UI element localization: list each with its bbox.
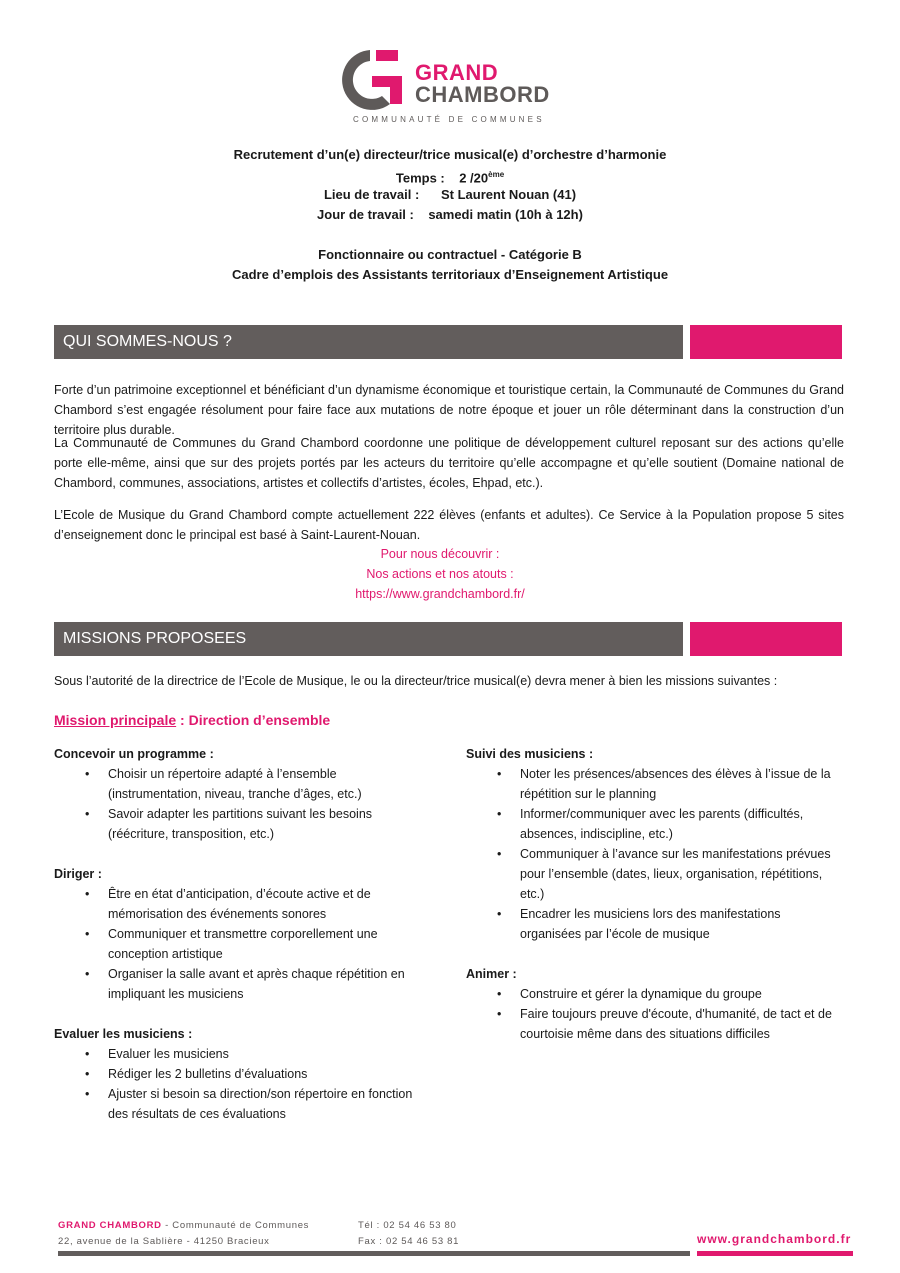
- temps-value: 2 /20: [459, 170, 489, 186]
- footer-bar: [58, 1251, 690, 1256]
- group-list: [54, 764, 424, 844]
- footer-website-link[interactable]: www.grandchambord.fr: [697, 1232, 852, 1246]
- list-item: • Informer/communiquer avec les parents (difficultés, absences, indiscipline, etc.): [466, 804, 836, 844]
- job-title: Recrutement d’un(e) directeur/trice musical(e) d’orchestre d’harmonie: [233, 147, 667, 162]
- list-item: • Ajuster si besoin sa direction/son répertoire en fonction des résultats de ces évaluations: [54, 1084, 424, 1124]
- lieu-row: [0, 185, 900, 205]
- footer-bar-accent: [697, 1251, 853, 1256]
- group-heading: Evaluer les musiciens :: [54, 1027, 193, 1041]
- footer-brand-line: [58, 1218, 309, 1234]
- section-qui-sommes-nous: QUI SOMMES-NOUS ?: [54, 325, 683, 359]
- list-item: • Savoir adapter les partitions suivant les besoins (réécriture, transposition, etc.): [54, 804, 424, 844]
- list-item: • Rédiger les 2 bulletins d’évaluations: [54, 1064, 424, 1084]
- section-missions: MISSIONS PROPOSEES: [54, 622, 683, 656]
- footer-contact: [358, 1218, 459, 1250]
- lieu-value: St Laurent Nouan (41): [440, 187, 577, 202]
- website-link[interactable]: https://www.grandchambord.fr/: [355, 587, 525, 601]
- paragraph-politique: La Communauté de Communes du Grand Chambord coordonne une politique de développement culturel reposant sur des actions qu’elle porte elle-même, ainsi que sur des projets portés par les acteurs du territoire qu’elle accompagne et qu’elle soutient (Domaine national de Chambord, communes, associations, artistes et collectifs d’artistes, écoles, Ehpad, etc.).: [54, 436, 844, 490]
- logo: [330, 42, 560, 128]
- footer-tel: Tél : 02 54 46 53 80: [358, 1220, 457, 1231]
- paragraph-intro: Forte d’un patrimoine exceptionnel et bénéficiant d’un dynamisme économique et touristique certain, la Communauté de Communes du Grand Chambord s’est engagée résolument pour faire face aux mutations de notre époque et jouer un rôle déterminant dans la construction d’un territoire plus durable.: [54, 383, 844, 437]
- mission-principale-title: [54, 712, 330, 728]
- group-list: [466, 984, 836, 1044]
- lieu-label: Lieu de travail :: [323, 187, 420, 202]
- list-item: • Noter les présences/absences des élèves à l’issue de la répétition sur le planning: [466, 764, 836, 804]
- section-accent-bar: [690, 325, 842, 359]
- logo-g-icon: [332, 44, 412, 116]
- footer-brand: GRAND CHAMBORD: [58, 1220, 162, 1231]
- footer-fax: Fax : 02 54 46 53 81: [358, 1236, 460, 1247]
- list-item: • Communiquer et transmettre corporellement une conception artistique: [54, 924, 424, 964]
- list-item: • Construire et gérer la dynamique du groupe: [466, 984, 836, 1004]
- list-item: • Communiquer à l’avance sur les manifestations prévues pour l’ensemble (dates, lieux, organisation, répétitions, etc.): [466, 844, 836, 904]
- list-item: • Choisir un répertoire adapté à l’ensemble (instrumentation, niveau, tranche d’âges, etc.): [54, 764, 424, 804]
- list-item: • Faire toujours preuve d'écoute, d'humanité, de tact et de courtoisie même dans des situations difficiles: [466, 1004, 836, 1044]
- list-item: • Encadrer les musiciens lors des manifestations organisées par l’école de musique: [466, 904, 836, 944]
- group-heading: Diriger :: [54, 867, 102, 881]
- logo-subtitle: COMMUNAUTÉ DE COMMUNES: [353, 115, 545, 124]
- list-item: • Organiser la salle avant et après chaque répétition en impliquant les musiciens: [54, 964, 424, 1004]
- group-list: [54, 884, 424, 1004]
- group-heading: Concevoir un programme :: [54, 747, 214, 761]
- footer-address: 22, avenue de la Sablière - 41250 Bracieux: [58, 1236, 270, 1247]
- cadre-line: Cadre d’emplois des Assistants territoriaux d’Enseignement Artistique: [231, 267, 669, 282]
- group-heading: Animer :: [466, 967, 517, 981]
- mission-rest: : Direction d’ensemble: [176, 712, 331, 728]
- section-accent-bar: [690, 622, 842, 656]
- paragraph-ecole: L’Ecole de Musique du Grand Chambord compte actuellement 222 élèves (enfants et adultes). Ce Service à la Population propose 5 sites d’enseignement donc le principal est basé à Saint-Laurent-Nouan.: [54, 508, 844, 542]
- mission-label: Mission principale: [54, 712, 177, 728]
- list-item: • Être en état d’anticipation, d’écoute active et de mémorisation des événements sonores: [54, 884, 424, 924]
- group-list: [466, 764, 836, 944]
- temps-sup: ème: [488, 170, 505, 179]
- logo-text-chambord: CHAMBORD: [415, 82, 550, 107]
- temps-label: Temps :: [395, 170, 445, 186]
- list-item: • Evaluer les musiciens: [54, 1044, 424, 1064]
- jour-value: samedi matin (10h à 12h): [428, 207, 583, 222]
- missions-left-column: [54, 744, 424, 1144]
- missions-right-column: [466, 744, 836, 1064]
- group-heading: Suivi des musiciens :: [466, 747, 594, 761]
- jour-label: Jour de travail :: [317, 207, 414, 222]
- status-line: Fonctionnaire ou contractuel - Catégorie B: [318, 247, 582, 262]
- discover-label: Pour nous découvrir :: [380, 547, 500, 561]
- footer-brand-rest: - Communauté de Communes: [161, 1220, 310, 1231]
- missions-intro: Sous l’autorité de la directrice de l’Ecole de Musique, le ou la directeur/trice musical(e) devra mener à bien les missions suivantes :: [54, 674, 778, 688]
- footer-address-block: [58, 1218, 309, 1250]
- logo-text-grand: GRAND: [415, 60, 499, 85]
- group-list: [54, 1044, 424, 1124]
- actions-label: Nos actions et nos atouts :: [366, 567, 514, 581]
- jour-row: [0, 205, 900, 225]
